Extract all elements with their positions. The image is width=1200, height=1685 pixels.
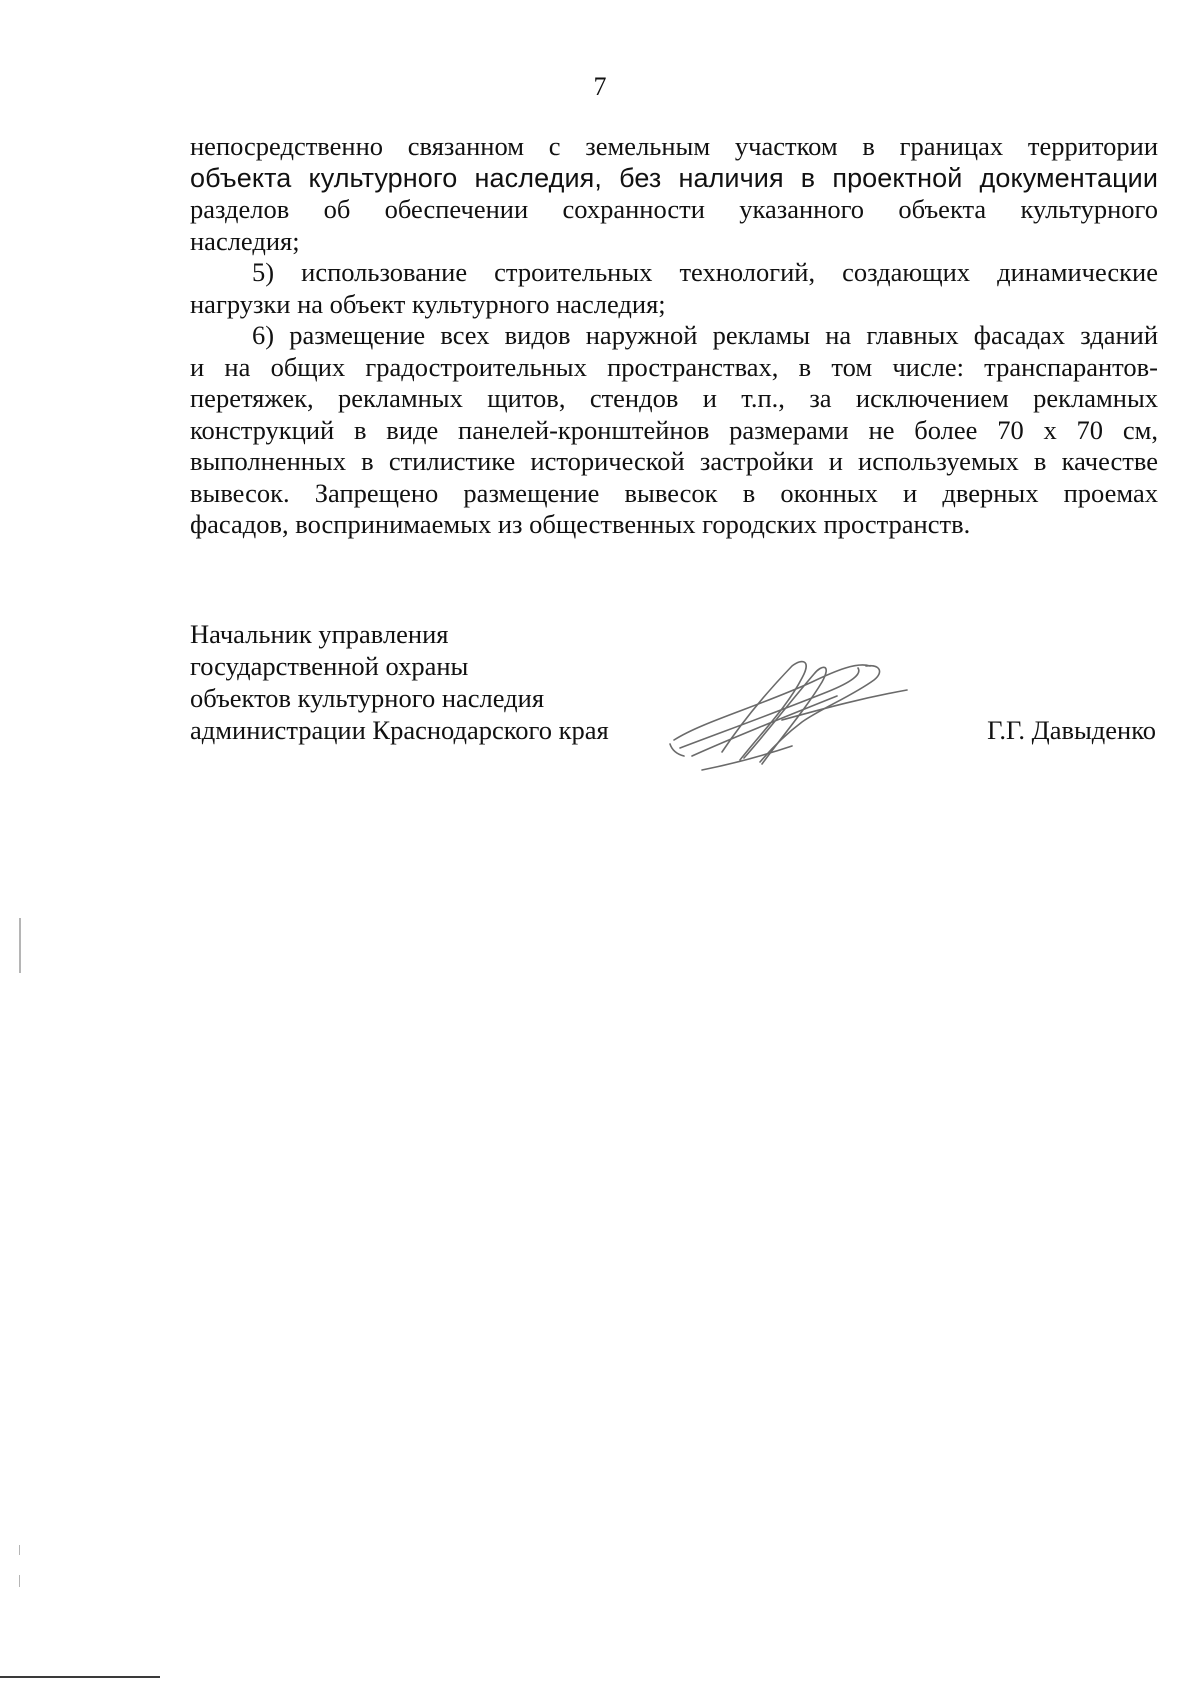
margin-mark [19, 1575, 20, 1587]
signatory-title-line: Начальник управления [190, 619, 449, 649]
list-item-6-line: и на общих градостроительных пространствах, в том числе: транспарантов- [190, 351, 1158, 382]
margin-mark [19, 1545, 20, 1555]
bottom-rule [0, 1676, 160, 1678]
signatory-title-line: объектов культурного наследия [190, 683, 545, 713]
handwritten-signature [662, 652, 917, 774]
signatory-title [190, 618, 609, 746]
list-item-6-line: вывесок. Запрещено размещение вывесок в оконных и дверных проемах [190, 477, 1158, 508]
list-item-6-line: конструкций в виде панелей-кронштейнов размерами не более 70 х 70 см, [190, 414, 1158, 445]
list-item-6-line: выполненных в стилистике исторической застройки и используемых в качестве [190, 446, 1158, 476]
body-text [190, 131, 1158, 541]
text-line: объекта культурного наследия, без наличия в проектной документации [190, 162, 1158, 193]
list-item-6-line: перетяжек, рекламных щитов, стендов и т.п., за исключением рекламных [190, 383, 1158, 413]
signatory-title-line: государственной охраны [190, 651, 469, 681]
list-item-5-line: нагрузки на объект культурного наследия; [190, 288, 666, 319]
margin-mark [19, 918, 21, 973]
signatory-title-line: администрации Краснодарского края [190, 715, 609, 745]
text-line: разделов об обеспечении сохранности указанного объекта культурного [190, 194, 1158, 224]
text-line: наследия; [190, 225, 300, 256]
list-item-5-line: 5) использование строительных технологий, создающих динамические [252, 257, 1158, 287]
signatory-name: Г.Г. Давыденко [987, 715, 1156, 745]
page-number: 7 [593, 72, 607, 101]
list-item-6-line: 6) размещение всех видов наружной рекламы на главных фасадах зданий [252, 320, 1158, 350]
text-line: непосредственно связанном с земельным участком в границах территории [190, 131, 1158, 161]
list-item-6-line: фасадов, воспринимаемых из общественных городских пространств. [190, 509, 971, 539]
